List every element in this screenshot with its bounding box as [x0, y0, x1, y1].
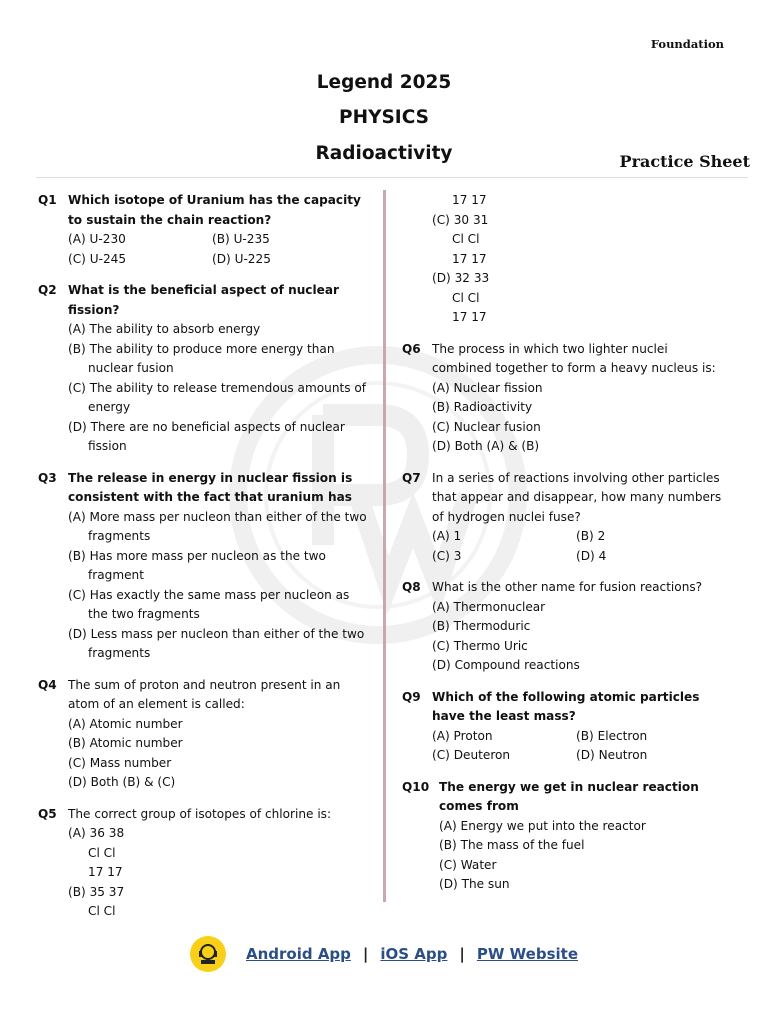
option-a-atomic: 17 17 [88, 865, 123, 879]
option-b: (B) U-235 [212, 232, 270, 246]
question-text: The correct group of isotopes of chlorine is: [68, 806, 332, 821]
option-b: (B) Thermoduric [432, 619, 531, 633]
option-c-symbol: Cl Cl [452, 232, 480, 246]
question-2 [38, 281, 368, 457]
option-a: (A) Proton [432, 728, 493, 743]
option-c: (C) Deuteron [432, 748, 511, 762]
customer-service-icon[interactable] [190, 936, 226, 972]
question-4 [38, 676, 368, 793]
option-d: (D) Both (B) & (C) [68, 775, 176, 789]
question-6 [402, 340, 722, 457]
question-8 [402, 578, 722, 676]
question-text: The release in energy in nuclear fission is consistent with the fact that uranium has [68, 470, 353, 504]
question-9 [402, 688, 722, 766]
option-c: (C) Mass number [68, 755, 172, 770]
option-b: (B) Electron [576, 728, 648, 743]
question-text: In a series of reactions involving other particles that appear and disappear, how many numbers of hydrogen nuclei fuse? [432, 470, 722, 524]
option-c: (C) Nuclear fusion [432, 419, 541, 434]
question-7 [402, 469, 722, 567]
ios-app-link[interactable]: iOS App [380, 945, 448, 963]
option-a-mass: (A) 36 38 [68, 826, 125, 840]
question-text: What is the beneficial aspect of nuclear fission? [68, 283, 339, 317]
header-divider [36, 177, 748, 178]
footer-separator: | [459, 945, 465, 963]
question-text: The energy we get in nuclear reaction comes from [439, 779, 699, 813]
option-b: (B) 2 [576, 529, 606, 543]
left-column [38, 191, 368, 922]
option-d: (D) 4 [576, 548, 607, 563]
option-d: (D) Both (A) & (B) [432, 439, 540, 453]
option-a: (A) Nuclear fission [432, 380, 543, 395]
question-number: Q10 [402, 779, 430, 794]
option-a: (A) Atomic number [68, 716, 183, 731]
option-a: (A) 1 [432, 529, 462, 543]
option-c: (C) 3 [432, 548, 462, 563]
option-c-atomic: 17 17 [452, 251, 487, 266]
footer-separator: | [362, 945, 369, 963]
question-number: Q5 [38, 806, 57, 821]
right-column [402, 191, 722, 895]
option-c: (C) Thermo Uric [432, 638, 528, 653]
option-d-mass: (D) 32 33 [432, 271, 490, 285]
option-d: (D) The sun [439, 877, 510, 891]
batch-title: Legend 2025 [316, 72, 452, 93]
option-b-mass: (B) 35 37 [68, 884, 125, 899]
option-b: (B) The mass of the fuel [439, 838, 585, 852]
option-a: (A) More mass per nucleon than either of the two fragments [68, 509, 367, 543]
option-c: (C) Has exactly the same mass per nucleon as the two fragments [68, 587, 350, 621]
question-number: Q7 [402, 470, 421, 485]
option-a-symbol: Cl Cl [88, 845, 116, 860]
option-d: (D) U-225 [212, 251, 271, 266]
option-d: (D) Less mass per nucleon than either of the two fragments [68, 626, 365, 660]
question-3 [38, 469, 368, 664]
option-b-atomic: 17 17 [452, 193, 487, 207]
question-number: Q2 [38, 283, 57, 297]
question-number: Q3 [38, 470, 57, 485]
question-5 [38, 805, 368, 922]
option-b: (B) Has more mass per nucleon as the two fragment [68, 548, 326, 582]
android-app-link[interactable]: Android App [245, 945, 351, 963]
subject-title: PHYSICS [339, 107, 429, 128]
option-d-symbol: Cl Cl [452, 290, 480, 305]
option-a: (A) Thermonuclear [432, 599, 546, 614]
option-c-mass: (C) 30 31 [432, 212, 489, 227]
question-text: Which of the following atomic particles have the least mass? [432, 689, 700, 723]
option-b: (B) Radioactivity [432, 400, 533, 414]
option-d: (D) There are no beneficial aspects of nuclear fission [68, 419, 345, 453]
question-10 [402, 778, 722, 895]
question-number: Q8 [402, 580, 421, 594]
option-c: (C) The ability to release tremendous amounts of energy [68, 380, 367, 414]
question-number: Q1 [38, 193, 57, 207]
question-number: Q4 [38, 677, 57, 692]
option-d: (D) Compound reactions [432, 658, 580, 672]
option-a: (A) Energy we put into the reactor [439, 818, 646, 833]
question-number: Q6 [402, 341, 421, 356]
question-number: Q9 [402, 689, 421, 704]
option-d: (D) Neutron [576, 748, 648, 762]
practice-sheet-label: Practice Sheet [619, 152, 750, 171]
question-text: Which isotope of Uranium has the capacity to sustain the chain reaction? [68, 193, 361, 227]
option-d-atomic: 17 17 [452, 310, 487, 324]
option-a: (A) U-230 [68, 232, 126, 246]
option-c: (C) Water [439, 857, 497, 872]
chapter-title: Radioactivity [315, 143, 453, 164]
option-b: (B) Atomic number [68, 736, 183, 750]
option-b: (B) The ability to produce more energy than nuclear fusion [68, 341, 335, 375]
option-b-symbol: Cl Cl [88, 904, 116, 918]
foundation-tag: Foundation [650, 37, 724, 51]
question-text: The sum of proton and neutron present in an atom of an element is called: [68, 677, 341, 711]
column-divider [383, 190, 386, 902]
option-c: (C) U-245 [68, 251, 127, 266]
pw-website-link[interactable]: PW Website [476, 945, 578, 963]
footer-links [0, 935, 768, 973]
option-a: (A) The ability to absorb energy [68, 322, 261, 336]
question-text: The process in which two lighter nuclei combined together to form a heavy nucleus is: [432, 341, 716, 375]
question-text: What is the other name for fusion reactions? [432, 580, 703, 594]
question-1 [38, 191, 368, 269]
